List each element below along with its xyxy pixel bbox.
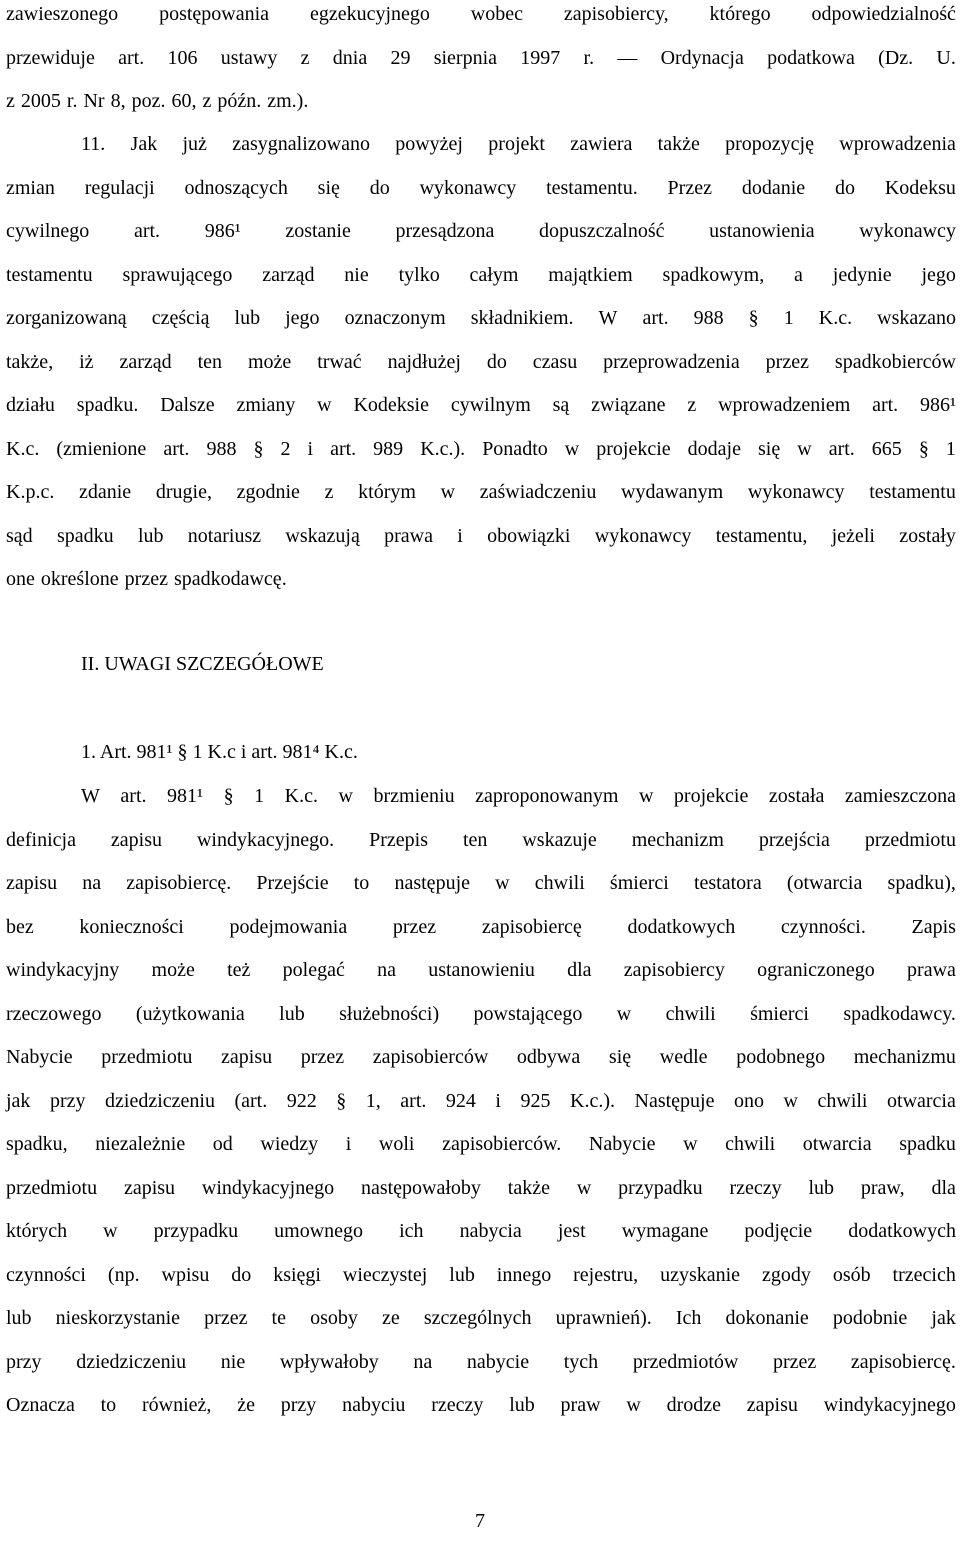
text-line: W art. 981¹ § 1 K.c. w brzmieniu zaproponowanym w projekcie została zamieszczona	[81, 785, 956, 807]
paragraph-intro	[6, 0, 956, 131]
text-line: lub nieskorzystanie przez te osoby ze szczególnych uprawnień). Ich dokonanie podobnie jak	[6, 1307, 956, 1329]
text-line: także, iż zarząd ten może trwać najdłużej do czasu przeprowadzenia przez spadkobierców	[6, 350, 956, 373]
text-line: przedmiotu zapisu windykacyjnego następowałoby także w przypadku rzeczy lub praw, dla	[6, 1176, 956, 1199]
text-line: K.c. (zmienione art. 988 § 2 i art. 989 K.c.). Ponadto w projekcie dodaje się w art. 665 § 1	[6, 437, 956, 460]
paragraph-art-981	[6, 782, 956, 1435]
text-line: sąd spadku lub notariusz wskazują prawa i obowiązki wykonawcy testamentu, jeżeli zostały	[6, 524, 956, 547]
text-line: cywilnego art. 986¹ zostanie przesądzona dopuszczalność ustanowienia wykonawcy	[6, 220, 956, 242]
text-line: działu spadku. Dalsze zmiany w Kodeksie cywilnym są związane z wprowadzeniem art. 986¹	[6, 394, 956, 416]
text-line: zorganizowaną częścią lub jego oznaczonym składnikiem. W art. 988 § 1 K.c. wskazano	[6, 307, 956, 329]
text-line: definicja zapisu windykacyjnego. Przepis ten wskazuje mechanizm przejścia przedmiotu	[6, 828, 956, 851]
text-line: spadku, niezależnie od wiedzy i woli zapisobierców. Nabycie w chwili otwarcia spadku	[6, 1133, 956, 1155]
text-line: 11. Jak już zasygnalizowano powyżej projekt zawiera także propozycję wprowadzenia	[81, 133, 956, 155]
text-line: zawieszonego postępowania egzekucyjnego wobec zapisobiercy, którego odpowiedzialność	[6, 3, 956, 25]
text-line: Oznacza to również, że przy nabyciu rzeczy lub praw w drodze zapisu windykacyjnego	[6, 1394, 956, 1416]
text-line: których w przypadku umownego ich nabycia jest wymagane podjęcie dodatkowych	[6, 1220, 956, 1242]
text-line: windykacyjny może też polegać na ustanowieniu dla zapisobiercy ograniczonego prawa	[6, 959, 956, 981]
text-line: testamentu sprawującego zarząd nie tylko całym majątkiem spadkowym, a jedynie jego	[6, 263, 956, 286]
text-line: K.p.c. zdanie drugie, zgodnie z którym w zaświadczeniu wydawanym wykonawcy testamentu	[6, 481, 956, 503]
text-line: bez konieczności podejmowania przez zapisobiercę dodatkowych czynności. Zapis	[6, 915, 956, 938]
text-line: jak przy dziedziczeniu (art. 922 § 1, art. 924 i 925 K.c.). Następuje ono w chwili otwarcia	[6, 1089, 956, 1112]
text-line: Nabycie przedmiotu zapisu przez zapisobierców odbywa się wedle podobnego mechanizmu	[6, 1046, 956, 1068]
text-line: one określone przez spadkodawcę.	[6, 568, 287, 590]
section-heading: II. UWAGI SZCZEGÓŁOWE	[81, 653, 324, 675]
text-line: rzeczowego (użytkowania lub służebności) powstającego w chwili śmierci spadkodawcy.	[6, 1002, 956, 1025]
page-number: 7	[475, 1510, 485, 1532]
text-line: zapisu na zapisobiercę. Przejście to następuje w chwili śmierci testatora (otwarcia spadku),	[6, 872, 956, 894]
text-line: z 2005 r. Nr 8, poz. 60, z późn. zm.).	[6, 90, 309, 112]
text-line: przewiduje art. 106 ustawy z dnia 29 sierpnia 1997 r. — Ordynacja podatkowa (Dz. U.	[6, 46, 956, 69]
text-line: czynności (np. wpisu do księgi wieczystej lub innego rejestru, uzyskanie zgody osób trzecich	[6, 1263, 956, 1286]
text-line: zmian regulacji odnoszących się do wykonawcy testamentu. Przez dodanie do Kodeksu	[6, 176, 956, 199]
subheading-art-981: 1. Art. 981¹ § 1 K.c i art. 981⁴ K.c.	[81, 741, 358, 763]
paragraph-11	[6, 130, 956, 609]
text-line: przy dziedziczeniu nie wpływałoby na nabycie tych przedmiotów przez zapisobiercę.	[6, 1350, 956, 1373]
